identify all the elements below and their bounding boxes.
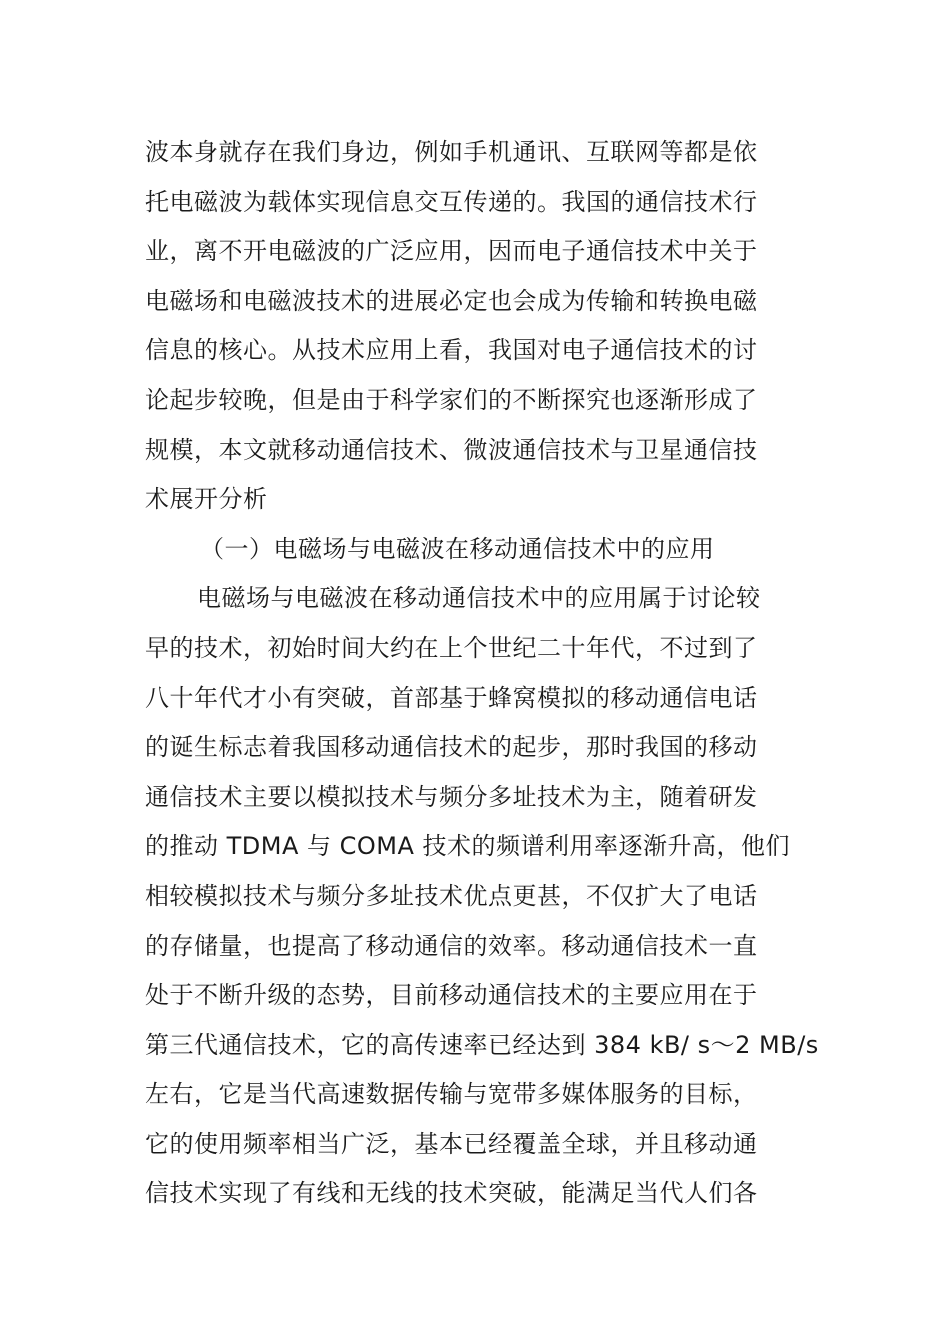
paragraph-line: 业，离不开电磁波的广泛应用，因而电子通信技术中关于 <box>145 237 758 266</box>
paragraph-line: 信息的核心。从技术应用上看，我国对电子通信技术的讨 <box>145 336 758 365</box>
paragraph-line: 电磁场与电磁波在移动通信技术中的应用属于讨论较 <box>197 584 761 613</box>
paragraph-line: 早的技术，初始时间大约在上个世纪二十年代，不过到了 <box>145 633 758 662</box>
paragraph-line: 波本身就存在我们身边，例如手机通讯、互联网等都是依 <box>145 138 758 166</box>
paragraph-line: 术展开分析 <box>145 485 268 514</box>
paragraph-line: 第三代通信技术，它的高传速率已经达到 384 kB/ s～2 MB/s <box>145 1030 819 1059</box>
paragraph-line: 它的使用频率相当广泛，基本已经覆盖全球，并且移动通 <box>145 1129 758 1158</box>
section-heading: （一）电磁场与电磁波在移动通信技术中的应用 <box>200 534 715 563</box>
paragraph-line: 通信技术主要以模拟技术与频分多址技术为主，随着研发 <box>145 782 758 811</box>
paragraph-line: 电磁场和电磁波技术的进展必定也会成为传输和转换电磁 <box>145 286 758 315</box>
paragraph-line: 托电磁波为载体实现信息交互传递的。我国的通信技术行 <box>145 187 758 216</box>
paragraph-line: 论起步较晚，但是由于科学家们的不断探究也逐渐形成了 <box>145 385 758 414</box>
paragraph-line: 信技术实现了有线和无线的技术突破，能满足当代人们各 <box>145 1179 758 1208</box>
paragraph-line: 的诞生标志着我国移动通信技术的起步，那时我国的移动 <box>145 733 758 762</box>
paragraph-line: 左右，它是当代高速数据传输与宽带多媒体服务的目标， <box>145 1080 758 1109</box>
paragraph-line: 规模，本文就移动通信技术、微波通信技术与卫星通信技 <box>145 435 758 464</box>
paragraph-line: 处于不断升级的态势，目前移动通信技术的主要应用在于 <box>145 981 758 1010</box>
paragraph-line: 八十年代才小有突破，首部基于蜂窝模拟的移动通信电话 <box>145 683 758 712</box>
paragraph-line: 相较模拟技术与频分多址技术优点更甚，不仅扩大了电话 <box>145 881 758 910</box>
body-text <box>145 128 819 1219</box>
paragraph-line: 的存储量，也提高了移动通信的效率。移动通信技术一直 <box>145 931 758 960</box>
paragraph-line: 的推动 TDMA 与 COMA 技术的频谱利用率逐渐升高，他们 <box>145 832 791 861</box>
